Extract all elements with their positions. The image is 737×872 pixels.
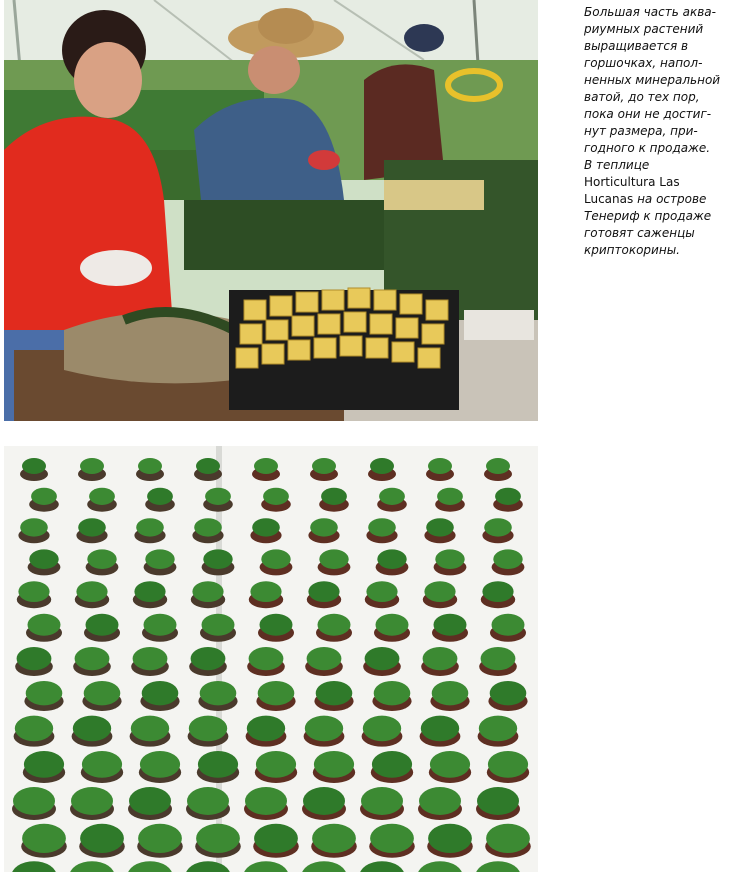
caption-line: пока они не достиг- — [584, 107, 712, 121]
seedling-plant — [70, 787, 114, 820]
seedling-plant — [316, 614, 352, 642]
seedling-plant — [17, 581, 51, 608]
seedling-plant — [484, 458, 512, 481]
seedling-plant — [432, 614, 468, 642]
seedling-plant — [376, 549, 409, 575]
seedling-plant — [21, 824, 67, 858]
seedling-plant — [479, 647, 517, 676]
seedling-plant — [198, 681, 237, 711]
seedling-plant — [246, 716, 287, 747]
seedling-plant — [418, 787, 462, 820]
seedling-plant — [140, 681, 179, 711]
photo-caption — [584, 4, 732, 259]
seedling-plant — [424, 518, 455, 543]
seedling-plant — [310, 458, 338, 481]
caption-line: риумных растений — [584, 22, 704, 36]
caption-line: горшочках, напол- — [584, 56, 703, 70]
seedling-plant — [377, 488, 407, 512]
seedling-plant — [86, 549, 119, 575]
seedling-trays-scene — [4, 446, 538, 872]
seedling-plant — [487, 751, 529, 783]
seedling-plant — [374, 614, 410, 642]
seedling-plant — [192, 518, 223, 543]
seedling-plant — [28, 549, 61, 575]
seedling-plant — [250, 518, 281, 543]
seedling-plant — [260, 549, 293, 575]
caption-line: Большая часть аква- — [584, 5, 716, 19]
seedling-plant — [195, 824, 241, 858]
seedling-plant — [423, 581, 457, 608]
seedling-plant — [244, 787, 288, 820]
caption-line — [584, 191, 732, 208]
seedling-plant — [319, 488, 349, 512]
seedling-trays-photo — [4, 446, 538, 872]
seedling-plant — [313, 751, 355, 783]
caption-line: годного к продаже. — [584, 141, 711, 155]
seedling-plant — [29, 488, 59, 512]
seedling-plant — [435, 488, 465, 512]
seedling-plant — [249, 581, 283, 608]
seedling-plant — [372, 681, 411, 711]
caption-line: криптокорины. — [584, 243, 680, 257]
seedling-plant — [261, 488, 291, 512]
seedling-plant — [197, 751, 239, 783]
caption-line: Тенериф к продаже — [584, 209, 712, 223]
seedling-plant — [305, 647, 343, 676]
seedling-plant — [247, 647, 285, 676]
seedling-plant — [488, 681, 527, 711]
seedling-plant — [130, 716, 171, 747]
seedling-plant — [493, 488, 523, 512]
seedling-plant — [23, 751, 65, 783]
seedling-plant — [137, 824, 183, 858]
seedling-plant — [258, 614, 294, 642]
seedling-plant — [308, 518, 339, 543]
seedling-plant — [79, 824, 125, 858]
seedling-plant — [360, 787, 404, 820]
seedling-plant — [145, 488, 175, 512]
caption-line: готовят саженцы — [584, 226, 695, 240]
seedling-plant — [14, 716, 55, 747]
seedling-plant — [476, 787, 520, 820]
caption-line: выращивается в — [584, 39, 689, 53]
seedling-plant — [311, 824, 357, 858]
seedling-plant — [78, 458, 106, 481]
caption-text: Horticultura Las — [584, 175, 680, 189]
seedling-plant — [427, 824, 473, 858]
seedling-plant — [144, 549, 177, 575]
greenhouse-workers-photo — [4, 0, 538, 421]
seedling-plant — [369, 824, 415, 858]
seedling-plant — [202, 549, 235, 575]
seedling-plant — [142, 614, 178, 642]
seedling-plant — [318, 549, 351, 575]
seedling-plant — [252, 458, 280, 481]
seedling-plant — [426, 458, 454, 481]
seedling-plant — [136, 458, 164, 481]
seedling-plant — [371, 751, 413, 783]
seedling-plant — [189, 647, 227, 676]
seedling-plant — [481, 581, 515, 608]
seedling-plant — [302, 787, 346, 820]
caption-text: Lucanas — [584, 192, 634, 206]
seedling-plant — [26, 614, 62, 642]
seedling-plant — [421, 647, 459, 676]
seedling-plant — [24, 681, 63, 711]
seedling-plant — [186, 787, 230, 820]
seedling-plant — [12, 787, 56, 820]
seedling-plant — [362, 716, 403, 747]
seedling-plant — [81, 751, 123, 783]
caption-line: ватой, до тех пор, — [584, 90, 700, 104]
seedling-plant — [191, 581, 225, 608]
seedling-plant — [420, 716, 461, 747]
seedling-plant — [131, 647, 169, 676]
seedling-plant — [314, 681, 353, 711]
caption-text: на острове — [633, 192, 707, 206]
seedling-plant — [485, 824, 531, 858]
seedling-plant — [490, 614, 526, 642]
seedling-plant — [15, 647, 53, 676]
seedling-plant — [72, 716, 113, 747]
seedling-plant — [430, 681, 469, 711]
seedling-plant — [255, 751, 297, 783]
seedling-plant — [128, 787, 172, 820]
seedling-plant — [75, 581, 109, 608]
seedling-plant — [20, 458, 48, 481]
seedling-plant — [84, 614, 120, 642]
seedling-plant — [87, 488, 117, 512]
caption-line: нут размера, при- — [584, 124, 698, 138]
seedling-plant — [18, 518, 49, 543]
seedling-plant — [139, 751, 181, 783]
seedling-plant — [203, 488, 233, 512]
seedling-plant — [368, 458, 396, 481]
seedling-plant — [253, 824, 299, 858]
seedling-plant — [200, 614, 236, 642]
seedling-plant — [365, 581, 399, 608]
seedling-plant — [73, 647, 111, 676]
seedling-plant — [429, 751, 471, 783]
seedling-plant — [256, 681, 295, 711]
caption-line — [584, 174, 732, 191]
seedling-plant — [134, 518, 165, 543]
seedling-plant — [363, 647, 401, 676]
seedling-plant — [366, 518, 397, 543]
seedling-plant — [188, 716, 229, 747]
seedling-plant — [194, 458, 222, 481]
seedling-plant — [492, 549, 525, 575]
caption-line: ненных минеральной — [584, 73, 721, 87]
seedling-plant — [304, 716, 345, 747]
seedling-plant — [76, 518, 107, 543]
greenhouse-scene — [4, 0, 538, 421]
caption-line: В теплице — [584, 158, 650, 172]
seedling-plant — [482, 518, 513, 543]
seedling-plant — [307, 581, 341, 608]
seedling-plant — [478, 716, 519, 747]
seedling-plant — [434, 549, 467, 575]
seedling-plant — [133, 581, 167, 608]
seedling-plant — [82, 681, 121, 711]
